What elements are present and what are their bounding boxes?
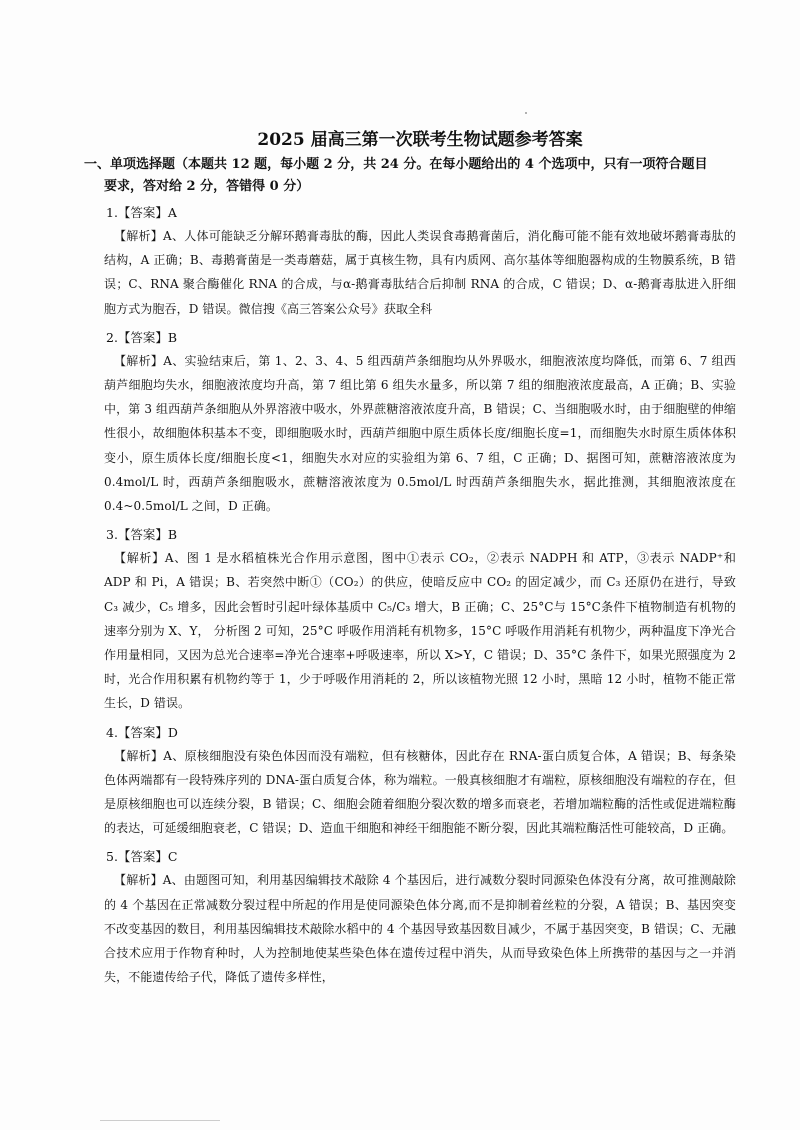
question-4: [104, 722, 736, 841]
explanation-text: 【解析】A、由题图可知，利用基因编辑技术敲除 4 个基因后，进行减数分裂时同源染色体没有分离，故可推测敲除的 4 个基因在正常减数分裂过程中所起的作用是使同源染色体分离,而不是抑制着丝粒的分裂，A 错误；B、基因突变不改变基因的数目，利用基因编辑技术敲除水稻中的 4 个基因导致基因数目减少，不属于基因突变，B 错误；C、无融合技术应用于作物育种时，人为控制地使某些染色体在遗传过程中消失，从而导致染色体上所携带的基因与之一并消失，不能遗传给子代，降低了遗传多样性，: [104, 873, 736, 985]
section-heading-line2: 要求，答对给 2 分，答错得 0 分）: [104, 179, 310, 194]
footer-rule: [100, 1120, 220, 1121]
answer-line: 5.【答案】C: [106, 849, 178, 865]
explanation-text: 【解析】A、图 1 是水稻植株光合作用示意图，图中①表示 CO₂，②表示 NADPH 和 ATP，③表示 NADP⁺和 ADP 和 Pi，A 错误；B、若突然中断①（CO₂）的供应，使暗反应中 CO₂ 的固定减少，而 C₃ 还原仍在进行，导致 C₃ 减少，C₅ 增多，因此会暂时引起叶绿体基质中 C₅/C₃ 增大，B 正确；C、25°C与 15°C条件下植物制造有机物的速率分别为 X、Y， 分析图 2 可知，25°C 呼吸作用消耗有机物多，15°C 呼吸作用消耗有机物少，两种温度下净光合作用量相同，又因为总光合速率=净光合速率+呼吸速率，所以 X>Y，C 错误；D、35°C 条件下，如果光照强度为 2 时，光合作用积累有机物约等于 1，少于呼吸作用消耗的 2，所以该植物光照 12 小时，黑暗 12 小时，植物不能正常生长，D 错误。: [104, 551, 736, 711]
question-1: [104, 202, 736, 321]
answer-line: 2.【答案】B: [106, 329, 178, 345]
scan-speck: [525, 112, 527, 114]
question-2: [104, 327, 736, 518]
question-5: [104, 846, 736, 989]
question-3: [104, 524, 736, 715]
explanation-text: 【解析】A、原核细胞没有染色体因而没有端粒，但有核糖体，因此存在 RNA-蛋白质复合体，A 错误；B、每条染色体两端都有一段特殊序列的 DNA-蛋白质复合体，称为端粒。一般真核细胞才有端粒，原核细胞没有端粒的存在，但是原核细胞也可以连续分裂，B 错误；C、细胞会随着细胞分裂次数的增多而衰老，若增加端粒酶的活性或促进端粒酶的表达，可延缓细胞衰老，C 错误；D、造血干细胞和神经干细胞能不断分裂，因此其端粒酶活性可能较高，D 正确。: [104, 748, 736, 836]
answer-line: 1.【答案】A: [106, 205, 177, 220]
explanation-text: 【解析】A、人体可能缺乏分解环鹅膏毒肽的酶，因此人类误食毒鹅膏菌后，消化酶可能不能有效地破坏鹅膏毒肽的结构，A 正确；B、毒鹅膏菌是一类毒蘑菇，属于真核生物，具有内质网、高尔基体等细胞器构成的生物膜系统，B 错误；C、RNA 聚合酶催化 RNA 的合成，与α-鹅膏毒肽结合后抑制 RNA 的合成，C 错误；D、α-鹅膏毒肽进入肝细胞方式为胞吞，D 错误。微信搜《高三答案公众号》获取全科: [104, 229, 736, 316]
answer-line: 4.【答案】D: [106, 724, 178, 740]
answer-line: 3.【答案】B: [106, 527, 178, 543]
section-heading-line1: 一、单项选择题（本题共 12 题，每小题 2 分，共 24 分。在每小题给出的 4 个选项中，只有一项符合题目: [84, 157, 708, 172]
page-title: 2025 届高三第一次联考生物试题参考答案: [257, 130, 583, 150]
explanation-text: 【解析】A、实验结束后，第 1、2、3、4、5 组西葫芦条细胞均从外界吸水，细胞液浓度均降低，而第 6、7 组西葫芦细胞均失水，细胞液浓度均升高，第 7 组比第 6 组失水量多，所以第 7 组的细胞液浓度最高，A 正确；B、实验中，第 3 组西葫芦条细胞从外界溶液中吸水，外界蔗糖溶液浓度升高，B 错误；C、当细胞吸水时，由于细胞壁的伸缩性很小，故细胞体积基本不变，即细胞吸水时，西葫芦细胞中原生质体长度/细胞长度=1，而细胞失水时原生质体体积变小，原生质体长度/细胞长度<1，细胞失水对应的实验组为第 6、7 组，C 正确；D、据图可知，蔗糖溶液浓度为 0.4mol/L 时，西葫芦条细胞吸水，蔗糖溶液浓度为 0.5mol/L 时西葫芦条细胞失水，据此推测，其细胞液浓度在 0.4~0.5mol/L 之间，D 正确。: [104, 353, 736, 514]
section-heading: [84, 154, 736, 198]
